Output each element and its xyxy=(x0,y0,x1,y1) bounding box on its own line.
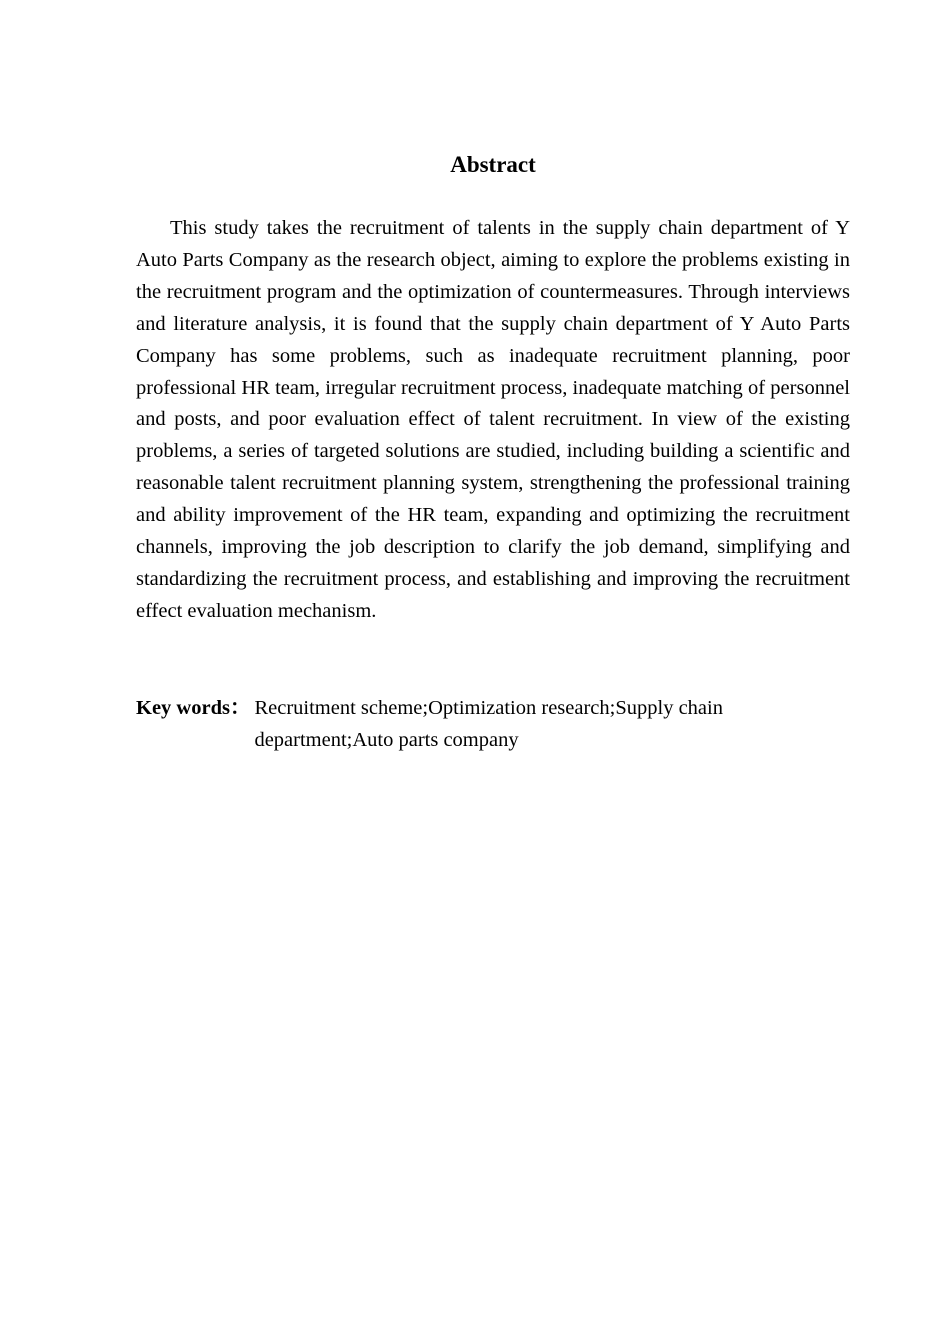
abstract-body: This study takes the recruitment of talents in the supply chain department of Y Auto Parts Company as the research object, aiming to explore the problems existing in the recruitment program and the optimization of countermeasures. Through interviews and literature analysis, it is found that the supply chain department of Y Auto Parts Company has some problems, such as inadequate recruitment planning, poor professional HR team, irregular recruitment process, inadequate matching of personnel and posts, and poor evaluation effect of talent recruitment. In view of the existing problems, a series of targeted solutions are studied, including building a scientific and reasonable talent recruitment planning system, strengthening the professional training and ability improvement of the HR team, expanding and optimizing the recruitment channels, improving the job description to clarify the job demand, simplifying and standardizing the recruitment process, and establishing and improving the recruitment effect evaluation mechanism. xyxy=(136,217,850,622)
abstract-heading: Abstract xyxy=(450,152,536,177)
keywords-label: Key words： xyxy=(136,697,251,719)
keywords-line-1: Recruitment scheme;Optimization research;Supply chain xyxy=(254,697,723,719)
keywords-values xyxy=(250,692,774,756)
keywords-section xyxy=(136,692,850,756)
keywords-line-2: department;Auto parts company xyxy=(254,729,519,751)
